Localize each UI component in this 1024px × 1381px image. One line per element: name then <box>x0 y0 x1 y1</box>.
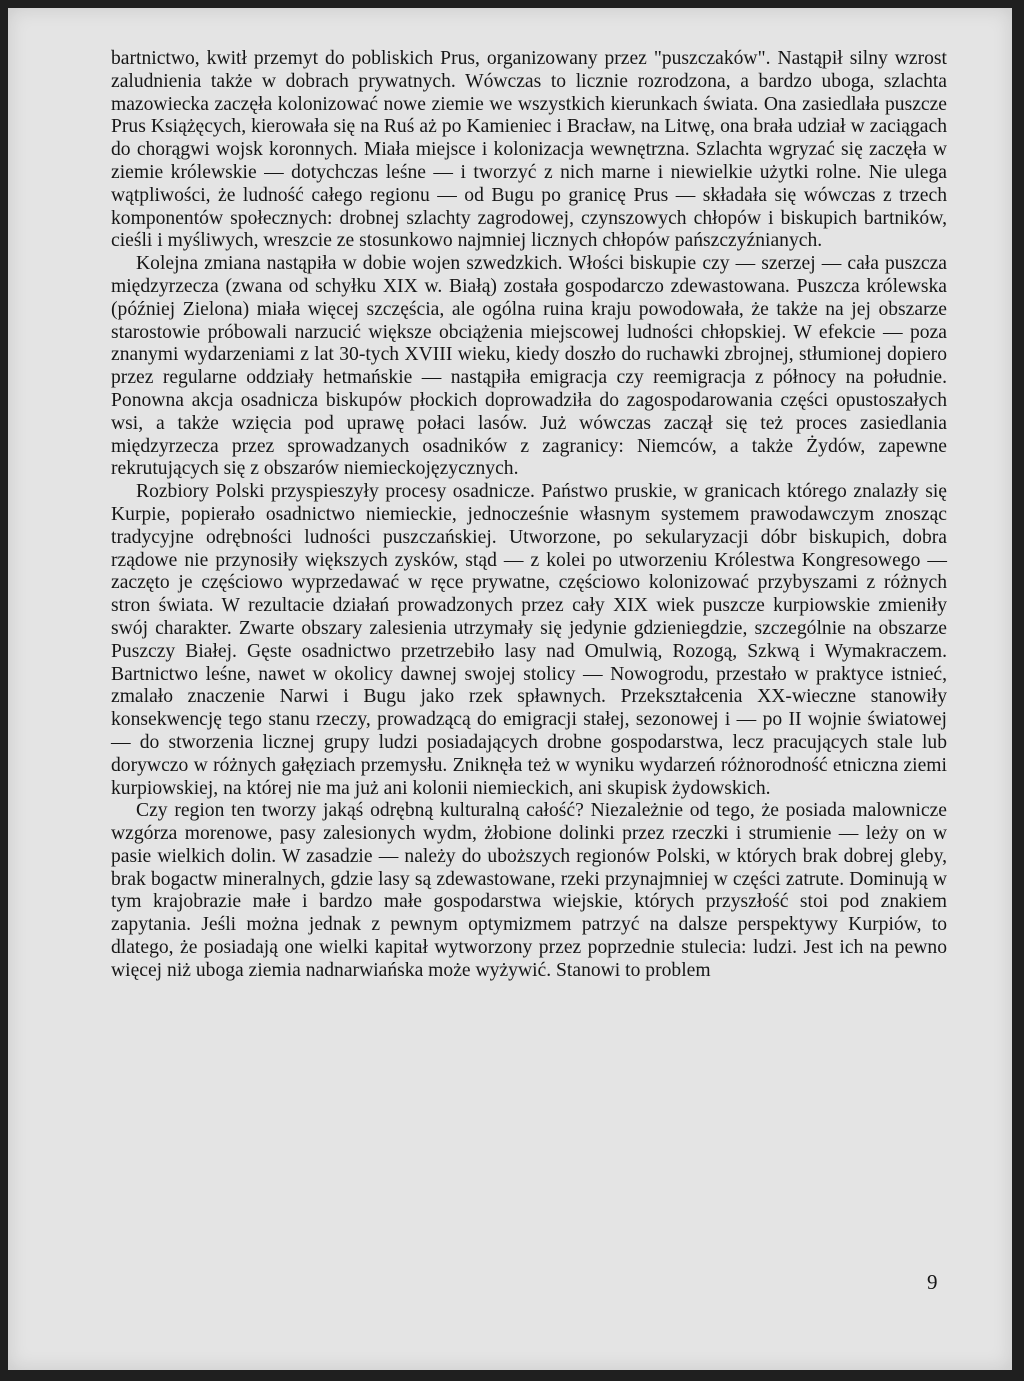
book-page <box>8 8 1012 1370</box>
body-text <box>111 48 947 983</box>
paragraph-4: Czy region ten tworzy jakąś odrębną kulturalną całość? Niezależnie od tego, że posiada malownicze wzgórza morenowe, pasy zalesionych wydm, żłobione dolinki przez rzeczki i strumienie — leży on w pasie wielkich dolin. W zasadzie — należy do uboższych regionów Polski, w których brak dobrej gleby, brak bogactw mineralnych, gdzie lasy są zdewastowane, rzeki przynajmniej w części zatrute. Dominują w tym krajobrazie małe i bardzo małe gospodarstwa wiejskie, których przyszłość stoi pod znakiem zapytania. Jeśli można jednak z pewnym optymizmem patrzyć na dalsze perspektywy Kurpiów, to dlatego, że posiadają one wielki kapitał wytworzony przez poprzednie stulecia: ludzi. Jest ich na pewno więcej niż uboga ziemia nadnarwiańska może wyżywić. Stanowi to problem <box>111 800 947 981</box>
page-number: 9 <box>927 1270 938 1294</box>
paragraph-2: Kolejna zmiana nastąpiła w dobie wojen szwedzkich. Włości biskupie czy — szerzej — cała puszcza międzyrzecza (zwana od schyłku XIX w. Białą) została gospodarczo zdewastowana. Puszcza królewska (później Zielona) miała więcej szczęścia, ale ogólna ruina kraju powodowała, że także na jej obszarze starostowie próbowali narzucić większe obciążenia miejscowej ludności chłopskiej. W efekcie — poza znanymi wydarzeniami z lat 30-tych XVIII wieku, kiedy doszło do ruchawki zbrojnej, stłumionej dopiero przez regularne oddziały hetmańskie — nastąpiła emigracja czy reemigracja z północy na południe. Ponowna akcja osadnicza biskupów płockich doprowadziła do zagospodarowania części opustoszałych wsi, a także wzięcia pod uprawę połaci lasów. Już wówczas zaczął się też proces zasiedlania międzyrzecza przez sprowadzanych osadników z zagranicy: Niemców, a także Żydów, zapewne rekrutujących się z obszarów niemieckojęzycznych. <box>111 253 947 480</box>
paragraph-1: bartnictwo, kwitł przemyt do pobliskich Prus, organizowany przez "puszczaków". Nastąpił silny wzrost zaludnienia także w dobrach prywatnych. Wówczas to licznie rozrodzona, a bardzo uboga, szlachta mazowiecka zaczęła kolonizować nowe ziemie we wszystkich kierunkach świata. Ona zasiedlała puszcze Prus Książęcych, kierowała się na Ruś aż po Kamieniec i Bracław, na Litwę, ona brała udział w zaciągach do chorągwi wojsk koronnych. Miała miejsce i kolonizacja wewnętrzna. Szlachta wgryzać się zaczęła w ziemie królewskie — dotychczas leśne — i tworzyć z nich marne i niewielkie użytki rolne. Nie ulega wątpliwości, że ludność całego regionu — od Bugu po granicę Prus — składała się wówczas z trzech komponentów społecznych: drobnej szlachty zagrodowej, czynszowych chłopów i biskupich bartników, cieśli i myśliwych, wreszcie ze stosunkowo najmniej licznych chłopów pańszczyźnianych. <box>111 48 947 252</box>
paragraph-3: Rozbiory Polski przyspieszyły procesy osadnicze. Państwo pruskie, w granicach którego znalazły się Kurpie, popierało osadnictwo niemieckie, jednocześnie własnym systemem prawodawczym znosząc tradycyjne odrębności ludności puszczańskiej. Utworzone, po sekularyzacji dóbr biskupich, dobra rządowe nie przynosiły większych zysków, stąd — z kolei po utworzeniu Królestwa Kongresowego — zaczęto je częściowo wyprzedawać w ręce prywatne, częściowo kolonizować przybyszami z różnych stron świata. W rezultacie działań prowadzonych przez cały XIX wiek puszcze kurpiowskie zmieniły swój charakter. Zwarte obszary zalesienia utrzymały się jedynie gdzieniegdzie, szczególnie na obszarze Puszczy Białej. Gęste osadnictwo przetrzebiło lasy nad Omulwią, Rozogą, Szkwą i Wymakraczem. Bartnictwo leśne, nawet w okolicy dawnej swojej stolicy — Nowogrodu, przestało w praktyce istnieć, zmalało znaczenie Narwi i Bugu jako rzek spławnych. Przekształcenia XX-wieczne stanowiły konsekwencję tego stanu rzeczy, prowadzącą do emigracji stałej, sezonowej i — po II wojnie światowej — do stworzenia licznej grupy ludzi posiadających drobne gospodarstwa, lecz pracujących stale lub dorywczo w różnych gałęziach przemysłu. Zniknęła też w wyniku wydarzeń różnorodność etniczna ziemi kurpiowskiej, na której nie ma już ani kolonii niemieckich, ani skupisk żydowskich. <box>111 481 947 799</box>
